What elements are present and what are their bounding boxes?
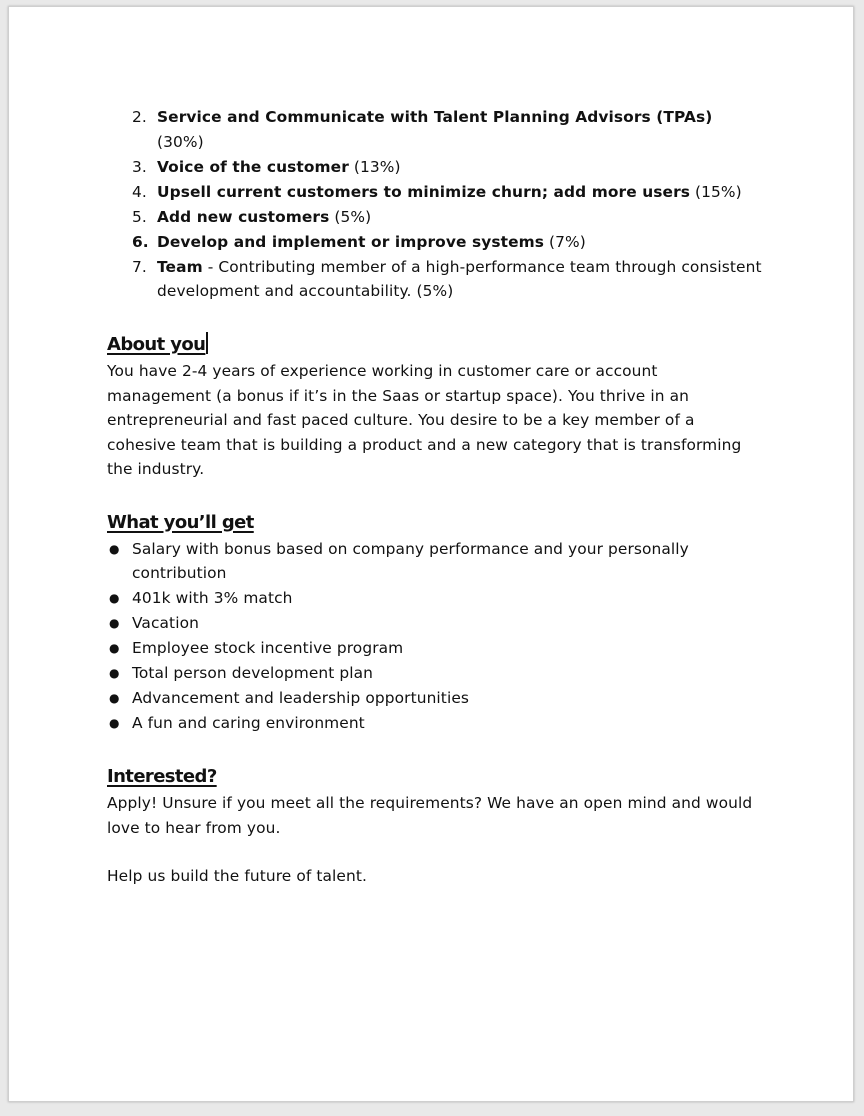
item-title: Add new customers [157, 207, 330, 226]
benefit-text: 401k with 3% match [132, 589, 293, 607]
list-item [107, 537, 763, 586]
item-detail: (13%) [348, 157, 401, 176]
list-item [107, 105, 763, 154]
benefit-text: Salary with bonus based on company performance and your personally contribution [132, 539, 689, 582]
spacer [107, 736, 763, 763]
benefit-text: Total person development plan [132, 664, 374, 682]
about-heading [107, 331, 763, 359]
bullet-icon: ● [109, 591, 120, 605]
list-number: 2. [132, 108, 147, 126]
closing-line: Help us build the future of talent. [107, 867, 367, 885]
benefit-text: Vacation [132, 614, 199, 632]
item-title: Voice of the customer [157, 157, 349, 176]
bullet-icon: ● [109, 541, 120, 556]
list-item [107, 711, 763, 736]
item-detail: (30%) [157, 132, 204, 151]
list-item [107, 205, 763, 230]
item-title: Team [157, 257, 203, 276]
bullet-icon: ● [109, 616, 120, 630]
list-number: 7. [132, 257, 147, 276]
benefit-text: Advancement and leadership opportunities [132, 689, 470, 707]
spacer [107, 482, 763, 509]
list-item [107, 155, 763, 180]
list-number: 6. [132, 232, 149, 251]
item-title: Service and Communicate with Talent Planning Advisors (TPAs) [157, 108, 713, 126]
bullet-icon: ● [109, 716, 120, 730]
text-cursor [206, 332, 208, 354]
interested-paragraph: Apply! Unsure if you meet all the requirements? We have an open mind and would love to hear from you. [107, 794, 753, 837]
spacer [107, 304, 763, 331]
list-item [107, 180, 763, 205]
list-item [107, 611, 763, 636]
responsibilities-list [107, 105, 763, 304]
document-page [8, 6, 854, 1102]
list-item [107, 586, 763, 611]
item-detail: - Contributing member of a high-performance team through consistent development and accountability. (5%) [157, 257, 762, 300]
spacer [107, 840, 763, 864]
benefit-text: A fun and caring environment [132, 714, 365, 732]
document-body[interactable] [107, 105, 763, 889]
item-title: Develop and implement or improve systems [157, 232, 545, 251]
benefit-text: Employee stock incentive program [132, 639, 404, 657]
about-heading-text: About you [107, 334, 206, 355]
bullet-icon: ● [109, 641, 120, 655]
list-number: 3. [132, 157, 147, 176]
about-paragraph: You have 2-4 years of experience working in customer care or account management (a bonus if it’s in the Saas or startup space). You thrive in an entrepreneurial and fast paced culture. You desire to be a key member of a cohesive team that is building a product and a new category that is transforming the industry. [107, 362, 742, 478]
list-number: 4. [132, 182, 147, 201]
item-detail: (5%) [329, 207, 372, 226]
list-item [107, 230, 763, 255]
item-detail: (15%) [690, 182, 742, 201]
benefits-list [107, 537, 763, 736]
interested-heading: Interested? [107, 766, 217, 787]
list-item [107, 661, 763, 686]
list-item [107, 255, 763, 304]
item-title: Upsell current customers to minimize churn; add more users [157, 182, 691, 201]
bullet-icon: ● [109, 666, 120, 680]
list-item [107, 686, 763, 711]
list-item [107, 636, 763, 661]
bullet-icon: ● [109, 691, 120, 705]
item-detail: (7%) [544, 232, 586, 251]
list-number: 5. [132, 207, 147, 226]
benefits-heading: What you’ll get [107, 511, 254, 533]
